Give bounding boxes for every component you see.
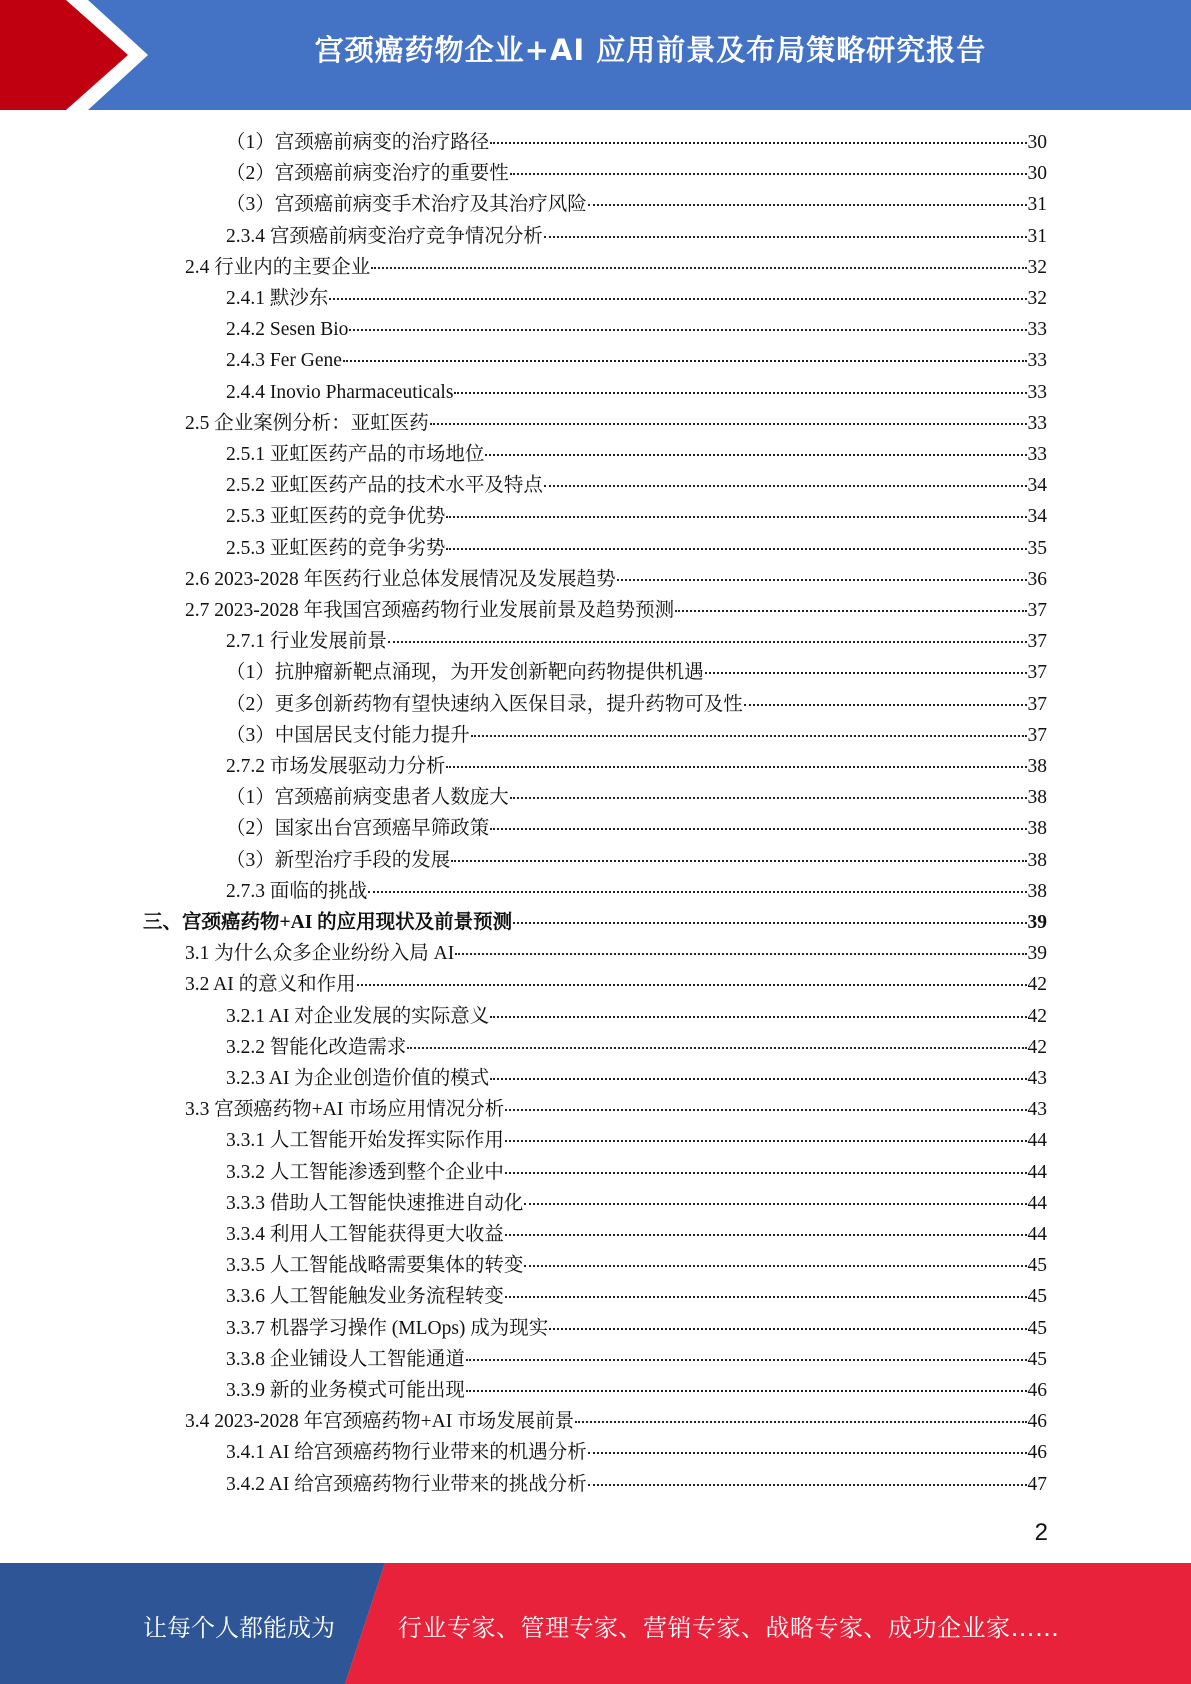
toc-entry[interactable] — [185, 252, 1047, 283]
toc-entry[interactable] — [226, 221, 1047, 252]
toc-entry-label: （2）更多创新药物有望快速纳入医保目录，提升药物可及性 — [226, 693, 743, 715]
toc-leader-dots — [675, 610, 1026, 612]
toc-entry-page: 33 — [1027, 381, 1047, 403]
toc-entry[interactable] — [226, 626, 1047, 657]
toc-leader-dots — [368, 891, 1026, 893]
toc-leader-dots — [524, 1265, 1026, 1267]
toc-leader-dots — [490, 1078, 1026, 1080]
toc-leader-dots — [471, 735, 1027, 737]
toc-leader-dots — [588, 1452, 1027, 1454]
toc-leader-dots — [446, 548, 1026, 550]
toc-leader-dots — [490, 1016, 1026, 1018]
toc-entry-page: 30 — [1027, 132, 1047, 153]
toc-entry-label: 3.3.6 人工智能触发业务流程转变 — [226, 1286, 504, 1308]
toc-entry-label: 2.4.2 Sesen Bio — [226, 319, 349, 341]
toc-entry-page: 38 — [1027, 818, 1047, 840]
toc-entry[interactable] — [226, 283, 1047, 314]
toc-leader-dots — [549, 1328, 1026, 1330]
toc-entry[interactable] — [226, 1250, 1047, 1281]
toc-entry[interactable] — [226, 751, 1047, 782]
toc-entry[interactable] — [226, 158, 1047, 189]
toc-leader-dots — [388, 641, 1027, 643]
toc-entry-page: 44 — [1027, 1161, 1047, 1183]
toc-leader-dots — [455, 953, 1026, 955]
toc-entry-label: 2.4.3 Fer Gene — [226, 350, 342, 372]
toc-entry-label: 2.4 行业内的主要企业 — [185, 256, 371, 278]
toc-leader-dots — [430, 423, 1027, 425]
toc-entry[interactable] — [226, 1313, 1047, 1344]
toc-entry-page: 44 — [1027, 1224, 1047, 1245]
toc-entry[interactable] — [226, 720, 1047, 751]
toc-entry[interactable] — [226, 470, 1047, 501]
toc-entry[interactable] — [185, 938, 1047, 969]
toc-leader-dots — [357, 984, 1027, 986]
toc-entry-page: 30 — [1027, 163, 1047, 185]
toc-entry-page: 45 — [1027, 1348, 1047, 1370]
toc-entry[interactable] — [185, 969, 1047, 1000]
toc-entry-page: 37 — [1027, 662, 1047, 684]
toc-entry-page: 44 — [1027, 1130, 1047, 1152]
toc-entry-label: 3.3.9 新的业务模式可能出现 — [226, 1380, 465, 1401]
toc-entry[interactable] — [226, 1188, 1047, 1219]
toc-leader-dots — [575, 1421, 1026, 1423]
toc-entry-page: 42 — [1027, 974, 1047, 996]
footer-slogan-left — [0, 1563, 400, 1684]
toc-entry[interactable] — [226, 1063, 1047, 1094]
toc-entry-page: 33 — [1027, 444, 1047, 465]
toc-entry-label: 3.3.8 企业铺设人工智能通道 — [226, 1348, 465, 1370]
toc-entry-page: 44 — [1027, 1192, 1047, 1214]
toc-entry-label: （3）新型治疗手段的发展 — [226, 849, 451, 871]
toc-entry[interactable] — [185, 564, 1047, 595]
toc-entry[interactable] — [226, 1437, 1047, 1468]
toc-entry-page: 45 — [1027, 1286, 1047, 1308]
toc-leader-dots — [485, 454, 1026, 456]
toc-entry-label: 3.4.2 AI 给宫颈癌药物行业带来的挑战分析 — [226, 1473, 587, 1495]
toc-entry-label: 三、宫颈癌药物+AI 的应用现状及前景预测 — [143, 912, 513, 933]
toc-entry-label: 2.3.4 宫颈癌前病变治疗竞争情况分析 — [226, 225, 543, 247]
toc-entry-page: 38 — [1027, 787, 1047, 809]
toc-entry-page: 46 — [1027, 1380, 1047, 1401]
toc-entry-label: 2.7 2023-2028 年我国宫颈癌药物行业发展前景及趋势预测 — [185, 600, 675, 621]
toc-entry[interactable] — [185, 595, 1047, 626]
toc-entry-page: 46 — [1027, 1411, 1047, 1433]
toc-entry[interactable] — [226, 782, 1047, 813]
toc-entry-page: 42 — [1027, 1005, 1047, 1027]
toc-entry-label: 3.3.7 机器学习操作 (MLOps) 成为现实 — [226, 1317, 549, 1339]
toc-entry[interactable] — [226, 1469, 1047, 1500]
toc-leader-dots — [510, 797, 1027, 799]
toc-entry[interactable] — [226, 813, 1047, 844]
toc-leader-dots — [446, 516, 1026, 518]
toc-entry-page: 38 — [1027, 756, 1047, 777]
toc-entry-page: 37 — [1027, 631, 1047, 653]
toc-entry-page: 35 — [1027, 537, 1047, 559]
toc-entry-label: 2.5.3 亚虹医药的竞争劣势 — [226, 537, 446, 559]
toc-leader-dots — [617, 579, 1027, 581]
toc-leader-dots — [510, 173, 1027, 175]
toc-entry-label: 2.7.2 市场发展驱动力分析 — [226, 756, 446, 777]
toc-entry[interactable] — [143, 907, 1047, 938]
toc-entry-page: 38 — [1027, 849, 1047, 871]
toc-leader-dots — [505, 1109, 1026, 1111]
toc-entry[interactable] — [226, 127, 1047, 158]
toc-entry[interactable] — [226, 377, 1047, 408]
report-title: 宫颈癌药物企业+AI 应用前景及布局策略研究报告 — [314, 33, 987, 67]
footer-slogan-right: 行业专家、管理专家、营销专家、战略专家、成功企业家…… — [398, 1614, 1060, 1642]
toc-entry[interactable] — [226, 1219, 1047, 1250]
toc-entry-label: 3.2.1 AI 对企业发展的实际意义 — [226, 1005, 490, 1027]
toc-entry[interactable] — [226, 345, 1047, 376]
toc-leader-dots — [744, 704, 1027, 706]
toc-leader-dots — [407, 1047, 1026, 1049]
toc-leader-dots — [343, 360, 1027, 362]
toc-leader-dots — [705, 672, 1027, 674]
toc-leader-dots — [454, 392, 1026, 394]
toc-leader-dots — [505, 1140, 1027, 1142]
toc-leader-dots — [349, 329, 1026, 331]
toc-entry-label: 3.3.4 利用人工智能获得更大收益 — [226, 1224, 504, 1245]
toc-entry-label: 3.2.3 AI 为企业创造价值的模式 — [226, 1068, 490, 1089]
toc-entry[interactable] — [226, 439, 1047, 470]
toc-entry-page: 46 — [1027, 1442, 1047, 1464]
toc-entry-label: （1）抗肿瘤新靶点涌现，为开发创新靶向药物提供机遇 — [226, 662, 704, 684]
toc-entry-page: 33 — [1027, 319, 1047, 341]
toc-leader-dots — [329, 298, 1026, 300]
toc-entry[interactable] — [185, 1406, 1047, 1437]
toc-entry-label: （3）宫颈癌前病变手术治疗及其治疗风险 — [226, 194, 587, 216]
toc-entry[interactable] — [226, 1001, 1047, 1032]
toc-entry[interactable] — [226, 1125, 1047, 1156]
toc-leader-dots — [505, 1296, 1027, 1298]
toc-entry-page: 37 — [1027, 724, 1047, 746]
toc-leader-dots — [505, 1234, 1027, 1236]
toc-entry[interactable] — [226, 1375, 1047, 1406]
toc-leader-dots — [371, 267, 1026, 269]
toc-entry-label: 3.3.3 借助人工智能快速推进自动化 — [226, 1192, 524, 1214]
toc-entry[interactable] — [226, 657, 1047, 688]
toc-leader-dots — [544, 485, 1027, 487]
toc-entry-page: 36 — [1027, 568, 1047, 590]
toc-entry[interactable] — [185, 408, 1047, 439]
toc-entry[interactable] — [226, 876, 1047, 907]
toc-entry[interactable] — [226, 1157, 1047, 1188]
toc-entry-page: 31 — [1027, 194, 1047, 216]
toc-entry-label: （1）宫颈癌前病变患者人数庞大 — [226, 787, 509, 809]
toc-entry-page: 34 — [1027, 475, 1047, 497]
footer-left-text: 让每个人都能成为 — [143, 1614, 335, 1642]
toc-entry[interactable] — [226, 1032, 1047, 1063]
toc-entry[interactable] — [226, 501, 1047, 532]
toc-entry-label: 2.6 2023-2028 年医药行业总体发展情况及发展趋势 — [185, 568, 616, 590]
toc-entry-page: 38 — [1027, 880, 1047, 902]
toc-entry[interactable] — [226, 189, 1047, 220]
toc-entry-page: 32 — [1027, 256, 1047, 278]
toc-entry-label: 2.4.4 Inovio Pharmaceuticals — [226, 381, 454, 403]
toc-entry[interactable] — [226, 689, 1047, 720]
toc-entry-page: 37 — [1027, 600, 1047, 621]
toc-entry-page: 33 — [1027, 350, 1047, 372]
toc-entry-page: 45 — [1027, 1317, 1047, 1339]
toc-entry-page: 31 — [1027, 225, 1047, 247]
toc-entry-label: 3.3.1 人工智能开始发挥实际作用 — [226, 1130, 504, 1152]
page-footer — [0, 1563, 1191, 1684]
toc-entry-label: 3.2 AI 的意义和作用 — [185, 974, 356, 996]
toc-leader-dots — [544, 236, 1027, 238]
toc-entry-label: 3.3.5 人工智能战略需要集体的转变 — [226, 1255, 524, 1277]
toc-entry-label: 2.7.3 面临的挑战 — [226, 880, 368, 902]
toc-leader-dots — [588, 204, 1027, 206]
toc-leader-dots — [505, 1172, 1027, 1174]
toc-entry-page: 37 — [1027, 693, 1047, 715]
toc-leader-dots — [466, 1359, 1027, 1361]
toc-entry-label: 3.1 为什么众多企业纷纷入局 AI — [185, 943, 455, 965]
toc-entry[interactable] — [226, 1281, 1047, 1312]
toc-entry-label: （2）国家出台宫颈癌早筛政策 — [226, 818, 490, 840]
toc-entry[interactable] — [226, 314, 1047, 345]
toc-leader-dots — [490, 142, 1026, 144]
page-header — [0, 0, 1191, 110]
toc-entry[interactable] — [226, 533, 1047, 564]
toc-leader-dots — [466, 1390, 1027, 1392]
toc-leader-dots — [513, 922, 1026, 924]
toc-entry-label: 2.5.2 亚虹医药产品的技术水平及特点 — [226, 475, 543, 497]
toc-entry-page: 39 — [1027, 943, 1047, 965]
toc-entry-label: 2.5.3 亚虹医药的竞争优势 — [226, 506, 446, 528]
toc-entry-label: 2.7.1 行业发展前景 — [226, 631, 387, 653]
page-number: 2 — [1034, 1519, 1048, 1546]
toc-leader-dots — [524, 1203, 1026, 1205]
toc-entry-label: （2）宫颈癌前病变治疗的重要性 — [226, 163, 509, 185]
toc-entry-label: 2.5.1 亚虹医药产品的市场地位 — [226, 444, 485, 465]
toc-entry-label: 3.4.1 AI 给宫颈癌药物行业带来的机遇分析 — [226, 1442, 587, 1464]
toc-entry[interactable] — [226, 845, 1047, 876]
toc-entry-page: 34 — [1027, 506, 1047, 528]
toc-leader-dots — [588, 1484, 1027, 1486]
toc-entry-page: 33 — [1027, 412, 1047, 434]
toc-entry-page: 39 — [1027, 912, 1047, 933]
toc-entry-label: （1）宫颈癌前病变的治疗路径 — [226, 132, 490, 153]
toc-leader-dots — [490, 828, 1026, 830]
toc-entry-page: 45 — [1027, 1255, 1047, 1277]
header-red-chevron — [0, 0, 150, 110]
toc-entry-page: 42 — [1027, 1036, 1047, 1058]
toc-entry-label: 2.4.1 默沙东 — [226, 288, 329, 309]
toc-entry-page: 43 — [1027, 1068, 1047, 1089]
toc-entry[interactable] — [226, 1344, 1047, 1375]
toc-entry-label: 2.5 企业案例分析：亚虹医药 — [185, 412, 429, 434]
toc-entry-label: 3.2.2 智能化改造需求 — [226, 1036, 407, 1058]
toc-leader-dots — [451, 860, 1026, 862]
toc-entry-label: 3.4 2023-2028 年宫颈癌药物+AI 市场发展前景 — [185, 1411, 575, 1433]
toc-entry-page: 32 — [1027, 288, 1047, 309]
toc-entry-page: 47 — [1027, 1473, 1047, 1495]
toc-leader-dots — [446, 766, 1026, 768]
toc-entry-label: 3.3.2 人工智能渗透到整个企业中 — [226, 1161, 504, 1183]
toc-entry-label: 3.3 宫颈癌药物+AI 市场应用情况分析 — [185, 1099, 505, 1121]
toc-entry[interactable] — [185, 1094, 1047, 1125]
toc-entry-page: 43 — [1027, 1099, 1047, 1121]
toc-entry-label: （3）中国居民支付能力提升 — [226, 724, 470, 746]
